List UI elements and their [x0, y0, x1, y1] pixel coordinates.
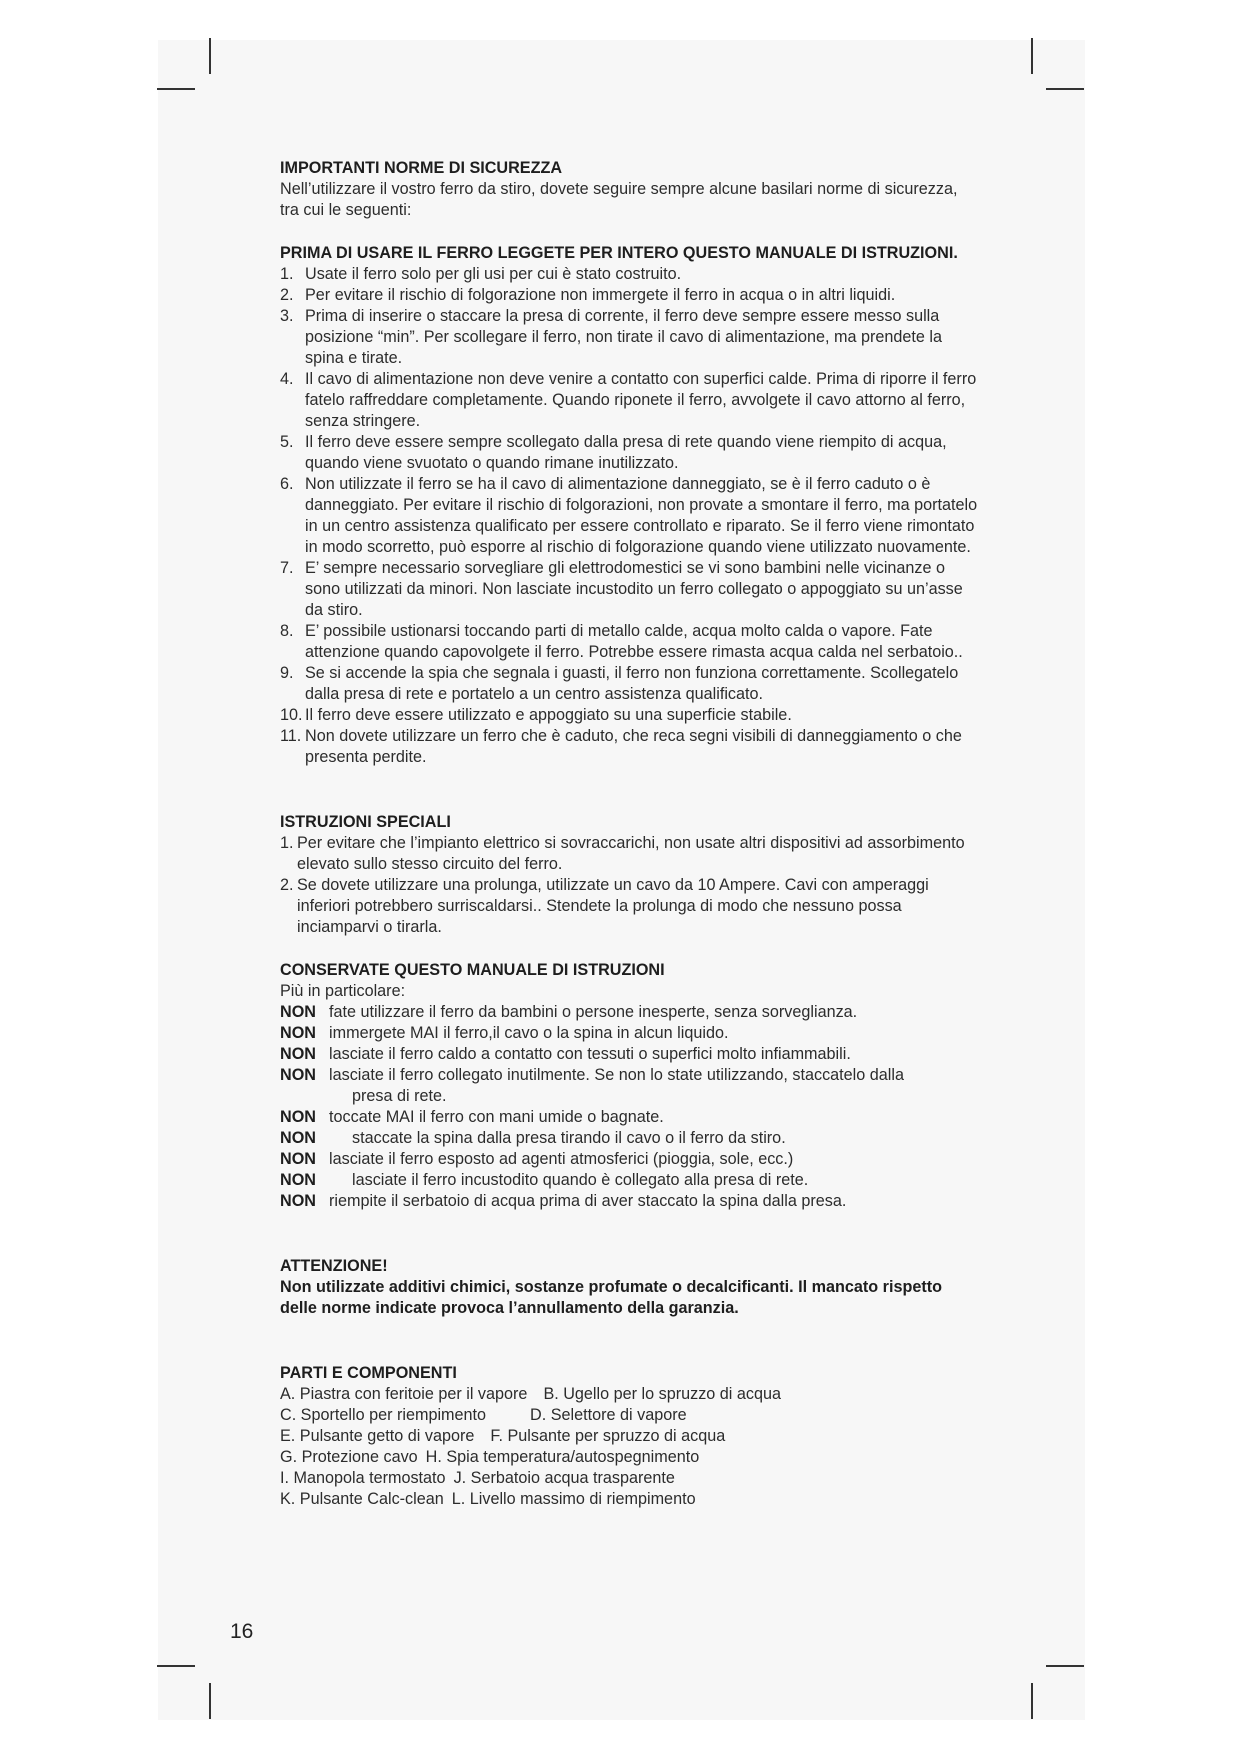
- crop-mark: [1031, 38, 1033, 74]
- crop-mark: [157, 1665, 195, 1667]
- list-item: 10. Il ferro deve essere utilizzato e appoggiato su una superficie stabile.: [280, 706, 792, 724]
- list-item: 5. Il ferro deve essere sempre scollegato dalla presa di rete quando viene riempito di acqua, quando viene svuotato o quando rimane inutilizzato.: [280, 433, 947, 472]
- list-item: 4. Il cavo di alimentazione non deve venire a contatto con superfici calde. Prima di riporre il ferro fatelo raffreddare completamente. Quando riponete il ferro, avvolgete il cavo attorno al ferro, senza stringere.: [280, 370, 977, 430]
- list-item: 9. Se si accende la spia che segnala i guasti, il ferro non funziona correttamente. Scollegatelo dalla presa di rete e portatelo a un centro assistenza qualificato.: [280, 664, 959, 703]
- special-title: ISTRUZIONI SPECIALI: [280, 813, 451, 831]
- list-item: G. Protezione cavo H. Spia temperatura/autospegnimento: [280, 1448, 700, 1466]
- non-list: [280, 1002, 980, 1212]
- list-item: NON staccate la spina dalla presa tirando il cavo o il ferro da stiro.: [280, 1129, 786, 1147]
- safety-list: [280, 264, 980, 768]
- parts-title: PARTI E COMPONENTI: [280, 1364, 457, 1382]
- list-item: NON lasciate il ferro caldo a contatto con tessuti o superfici molto infiammabili.: [280, 1045, 851, 1063]
- crop-mark: [157, 88, 195, 90]
- crop-mark: [209, 38, 211, 74]
- list-item: 3. Prima di inserire o staccare la presa di corrente, il ferro deve sempre essere messo sulla posizione “min”. Per scollegare il ferro, non tirate il cavo di alimentazione, ma prendete la spina e tirate.: [280, 307, 943, 367]
- list-item: NON riempite il serbatoio di acqua prima di aver staccato la spina dalla presa.: [280, 1192, 847, 1210]
- crop-mark: [1046, 88, 1084, 90]
- list-item: 1. Usate il ferro solo per gli usi per cui è stato costruito.: [280, 265, 682, 283]
- crop-mark: [1031, 1683, 1033, 1719]
- manual-content: [280, 158, 980, 1510]
- list-item: NON lasciate il ferro incustodito quando è collegato alla presa di rete.: [280, 1171, 809, 1189]
- list-item: I. Manopola termostato J. Serbatoio acqua trasparente: [280, 1469, 675, 1487]
- page-number: 16: [230, 1620, 254, 1643]
- list-item: NON immergete MAI il ferro,il cavo o la spina in alcun liquido.: [280, 1024, 729, 1042]
- list-item: C. Sportello per riempimento D. Selettore di vapore: [280, 1406, 687, 1424]
- crop-mark: [209, 1683, 211, 1719]
- attention-title: ATTENZIONE!: [280, 1257, 388, 1275]
- list-item: E. Pulsante getto di vapore F. Pulsante per spruzzo di acqua: [280, 1427, 726, 1445]
- list-item: 1. Per evitare che l’impianto elettrico si sovraccarichi, non usate altri dispositivi ad assorbimento elevato sullo stesso circuito del ferro.: [280, 834, 965, 873]
- read-manual-heading: PRIMA DI USARE IL FERRO LEGGETE PER INTERO QUESTO MANUALE DI ISTRUZIONI.: [280, 244, 958, 262]
- crop-mark: [1046, 1665, 1084, 1667]
- safety-intro: Nell’utilizzare il vostro ferro da stiro, dovete seguire sempre alcune basilari norme di sicurezza, tra cui le seguenti:: [280, 180, 958, 219]
- list-item: 7. E’ sempre necessario sorvegliare gli elettrodomestici se vi sono bambini nelle vicinanze o sono utilizzati da minori. Non lasciate incustodito un ferro collegato o appoggiato su un’asse da stiro.: [280, 559, 963, 619]
- attention-text: Non utilizzate additivi chimici, sostanze profumate o decalcificanti. Il mancato rispetto delle norme indicate provoca l’annullamento della garanzia.: [280, 1278, 943, 1317]
- special-list: [280, 833, 980, 938]
- list-item: 11. Non dovete utilizzare un ferro che è caduto, che reca segni visibili di danneggiamento o che presenta perdite.: [280, 727, 962, 766]
- list-item: 6. Non utilizzate il ferro se ha il cavo di alimentazione danneggiato, se è il ferro caduto o è danneggiato. Per evitare il rischio di folgorazioni, non provate a smontare il ferro, ma portatelo in un centro assistenza qualificato per essere controllato e riparato. Se il ferro viene rimontato in modo scorretto, può esporre al rischio di folgorazione quando viene utilizzato nuovamente.: [280, 475, 978, 556]
- list-item: K. Pulsante Calc-clean L. Livello massimo di riempimento: [280, 1490, 696, 1508]
- list-item: 2. Se dovete utilizzare una prolunga, utilizzate un cavo da 10 Ampere. Cavi con amperaggi inferiori potrebbero surriscaldarsi.. Stendete la prolunga di modo che nessuno possa inciamparvi o tirarla.: [280, 876, 929, 936]
- list-item: 8. E’ possibile ustionarsi toccando parti di metallo calde, acqua molto calda o vapore. Fate attenzione quando capovolgete il ferro. Potrebbe essere rimasta acqua calda nel serbatoio..: [280, 622, 963, 661]
- safety-title: IMPORTANTI NORME DI SICUREZZA: [280, 159, 563, 177]
- parts-list: [280, 1384, 980, 1510]
- list-item: 2. Per evitare il rischio di folgorazione non immergete il ferro in acqua o in altri liquidi.: [280, 286, 896, 304]
- list-item: NON lasciate il ferro collegato inutilmente. Se non lo state utilizzando, staccatelo dalla presa di rete.: [280, 1066, 904, 1105]
- conserve-title: CONSERVATE QUESTO MANUALE DI ISTRUZIONI: [280, 961, 665, 979]
- list-item: A. Piastra con feritoie per il vapore B. Ugello per lo spruzzo di acqua: [280, 1385, 781, 1403]
- list-item: NON lasciate il ferro esposto ad agenti atmosferici (pioggia, sole, ecc.): [280, 1150, 794, 1168]
- conserve-subtitle: Più in particolare:: [280, 982, 406, 1000]
- list-item: NON fate utilizzare il ferro da bambini o persone inesperte, senza sorveglianza.: [280, 1003, 858, 1021]
- list-item: NON toccate MAI il ferro con mani umide o bagnate.: [280, 1108, 664, 1126]
